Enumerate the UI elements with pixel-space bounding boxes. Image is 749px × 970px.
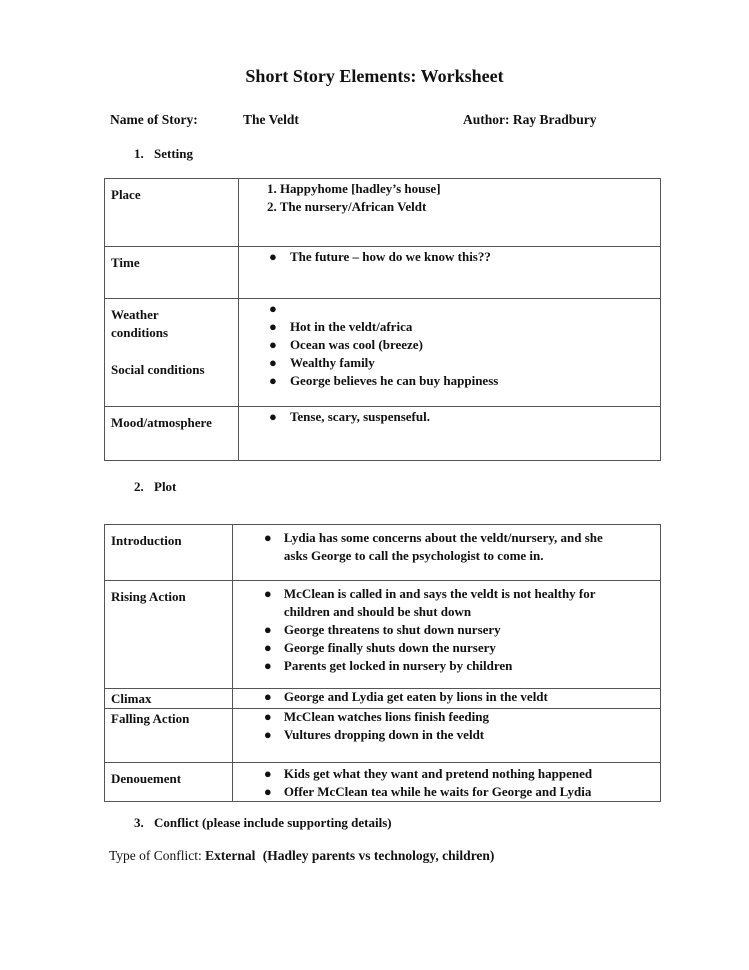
bullet-icon: ● [263,689,272,704]
section-label: Plot [154,479,177,494]
story-name: The Veldt [243,112,299,127]
table-row [105,525,661,581]
section-setting-heading [134,146,193,162]
table-row [105,762,661,801]
row-label-time: Time [105,247,239,299]
bullet-icon: ● [263,726,272,742]
section-number: 1. [134,146,144,161]
list-item: The future – how do we know this?? [289,249,491,264]
list-item: Vultures dropping down in the veldt [283,726,485,742]
bullet-icon: ● [263,765,272,781]
place-cell [238,179,660,247]
conflict-type-label: Type of Conflict: [109,848,202,863]
list-item-continuation: children and should be shut down [283,604,472,619]
introduction-cell [232,525,660,581]
row-label-introduction: Introduction [105,525,233,581]
name-of-story-label: Name of Story: [110,112,198,127]
list-item: McClean watches lions finish feeding [283,708,490,724]
page-title: Short Story Elements: Worksheet [245,66,504,86]
bullet-icon: ● [268,373,277,388]
plot-table [104,524,661,802]
table-row [105,247,661,299]
section-number: 2. [134,479,144,494]
rising-action-cell [232,581,660,689]
setting-table [104,178,661,461]
bullet-icon: ● [263,783,272,799]
row-label-weather-social [105,299,239,407]
list-item: George and Lydia get eaten by lions in the veldt [283,689,548,704]
section-label: Setting [154,146,193,161]
bullet-icon: ● [268,355,277,370]
bullet-icon: ● [263,622,272,637]
row-label-rising-action: Rising Action [105,581,233,689]
bullet-icon: ● [263,640,272,655]
row-label-falling-action: Falling Action [105,708,233,762]
bullet-icon: ● [268,337,277,352]
bullet-icon: ● [263,708,272,724]
social-label: Social conditions [111,362,205,377]
conflict-type-line [109,848,494,864]
list-item-continuation: asks George to call the psychologist to come in. [283,548,544,563]
row-label-denouement: Denouement [105,762,233,801]
bullet-icon: ● [268,409,277,424]
list-item: Kids get what they want and pretend nothing happened [283,765,593,781]
table-row [105,407,661,461]
bullet-icon: ● [268,301,277,316]
weather-label-line2: conditions [111,324,169,340]
list-item: Hot in the veldt/africa [289,319,413,334]
list-item: Offer McClean tea while he waits for George and Lydia [283,783,592,799]
list-item: 1. Happyhome [hadley’s house] [266,181,441,196]
author: Author: Ray Bradbury [463,112,597,127]
conflict-type-value: External [205,848,256,863]
bullet-icon: ● [263,586,272,601]
list-item: Tense, scary, suspenseful. [289,409,430,424]
list-item: Parents get locked in nursery by children [283,658,513,673]
section-number: 3. [134,815,144,830]
list-item: Ocean was cool (breeze) [289,337,423,352]
bullet-icon: ● [263,530,272,545]
mood-cell [238,407,660,461]
section-label: Conflict (please include supporting details) [154,815,392,830]
bullet-icon: ● [268,249,277,264]
list-item: 2. The nursery/African Veldt [266,199,427,214]
bullet-icon: ● [268,319,277,334]
table-row [105,689,661,709]
conflict-details: (Hadley parents vs technology, children) [262,848,495,863]
row-label-climax: Climax [105,689,233,709]
table-row [105,708,661,762]
list-item: McClean is called in and says the veldt is not healthy for [283,586,596,601]
section-plot-heading [134,479,176,495]
table-row [105,299,661,407]
falling-action-cell [232,708,660,762]
list-item: Lydia has some concerns about the veldt/nursery, and she [283,530,603,545]
denouement-cell [232,762,660,801]
weather-label-line1: Weather [111,307,159,322]
list-item: Wealthy family [289,355,375,370]
climax-cell [232,689,660,709]
time-cell [238,247,660,299]
list-item: George finally shuts down the nursery [283,640,496,655]
row-label-place: Place [105,179,239,247]
row-label-mood: Mood/atmosphere [105,407,239,461]
list-item: George threatens to shut down nursery [283,622,501,637]
table-row [105,179,661,247]
bullet-icon: ● [263,658,272,673]
table-row [105,581,661,689]
section-conflict-heading [134,815,392,831]
list-item: George believes he can buy happiness [289,373,499,388]
weather-social-cell [238,299,660,407]
